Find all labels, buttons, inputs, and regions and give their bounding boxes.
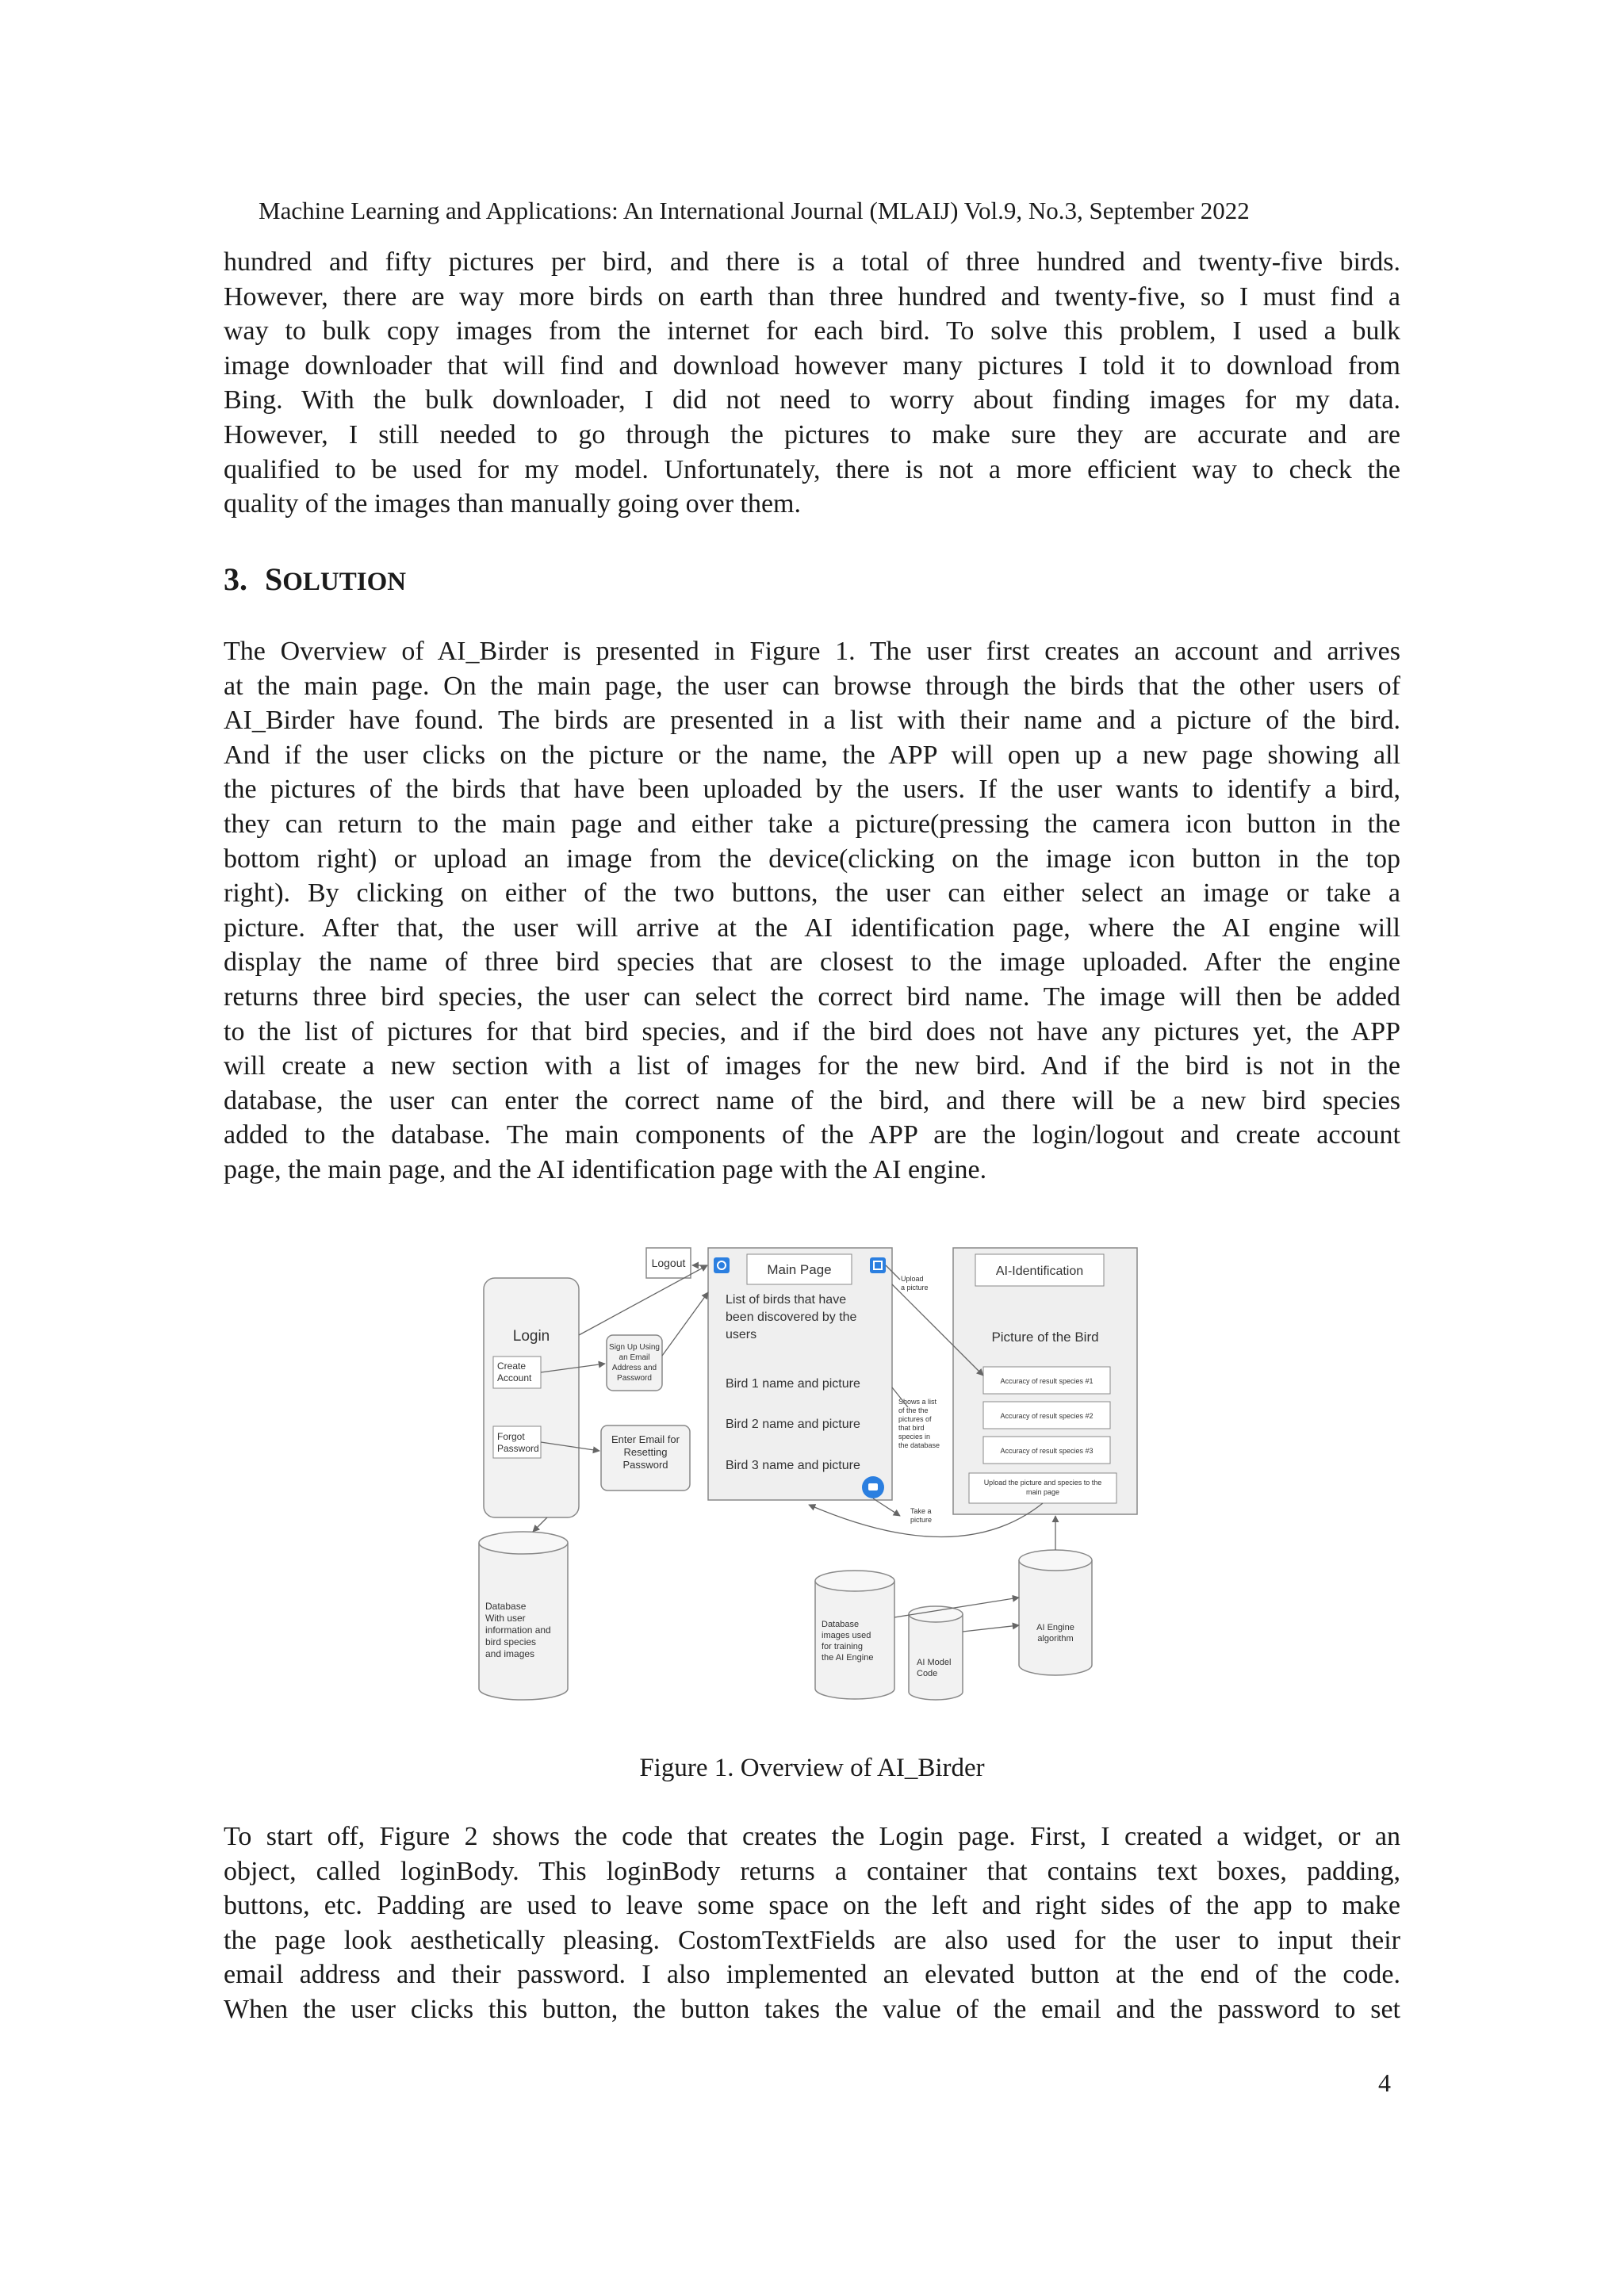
ai-model-label: Code — [917, 1669, 938, 1678]
text-line: way to bulk copy images from the internet for each bird. To solve this problem, I used a bulk — [224, 316, 1400, 346]
training-database-label: Database — [822, 1620, 860, 1629]
signup-label: an Email — [619, 1353, 650, 1362]
text-line: qualified to be used for my model. Unfortunately, there is not a more efficient way to check the — [224, 454, 1400, 484]
ai-engine-label: AI Engine — [1036, 1623, 1074, 1632]
text-line: The Overview of AI_Birder is presented in Figure 1. The user first creates an account and arrives — [224, 637, 1400, 666]
training-database-label: for training — [822, 1642, 863, 1651]
text-line: at the main page. On the main page, the user can browse through the birds that the other users of — [224, 671, 1400, 701]
reset-label: Resetting — [623, 1446, 668, 1458]
logout-label: Logout — [651, 1257, 686, 1269]
bird-list-text: been discovered by the — [726, 1311, 857, 1324]
training-database-label: images used — [822, 1631, 871, 1640]
running-header: Machine Learning and Applications: An International Journal (MLAIJ) Vol.9, No.3, September 2022 — [259, 197, 1250, 224]
user-database-label: Database — [485, 1601, 527, 1612]
text-line: And if the user clicks on the picture or the name, the APP will open up a new page showing all — [224, 740, 1400, 770]
bird-item-3: Bird 3 name and picture — [726, 1459, 860, 1472]
text-line: image downloader that will find and download however many pictures I told it to download from — [224, 350, 1400, 381]
text-line: to the list of pictures for that bird species, and if the bird does not have any pictures yet, the APP — [224, 1016, 1400, 1047]
main-page-title: Main Page — [767, 1262, 832, 1277]
text-line: bottom right) or upload an image from the device(clicking on the image icon button in the top — [224, 844, 1400, 874]
forgot-password-label: Forgot — [497, 1431, 525, 1442]
shows-list-note: species in — [898, 1433, 931, 1441]
diagram-svg — [468, 1237, 1150, 1712]
text-line: will create a new section with a list of images for the new bird. And if the bird is not in the — [224, 1051, 1400, 1081]
text-line: hundred and fifty pictures per bird, and there is a total of three hundred and twenty-five birds. — [224, 247, 1400, 277]
login-label: Login — [512, 1328, 550, 1345]
text-line: the page look aesthetically pleasing. CostomTextFields are also used for the user to input their — [224, 1925, 1400, 1955]
ai-model-label: AI Model — [917, 1658, 952, 1667]
ai-engine-cylinder — [1019, 1550, 1092, 1675]
section-heading-solution — [224, 561, 406, 601]
training-database-label: the AI Engine — [822, 1653, 874, 1663]
camera-icon-inner — [868, 1483, 878, 1490]
text-line: However, there are way more birds on earth than three hundred and twenty-five, so I must find a — [224, 281, 1400, 312]
user-database-label: With user — [485, 1613, 526, 1624]
shows-list-note: that bird — [898, 1424, 925, 1432]
take-picture-note: Take a — [910, 1507, 932, 1515]
create-account-label: Create — [497, 1360, 527, 1372]
signup-label: Password — [617, 1374, 652, 1383]
text-line: they can return to the main page and either take a picture(pressing the camera icon button in the — [224, 809, 1400, 839]
text-line: returns three bird species, the user can select the correct bird name. The image will then be added — [224, 982, 1400, 1012]
figure-overview-diagram — [468, 1237, 1150, 1712]
text-line: AI_Birder have found. The birds are presented in a list with their name and a picture of the bird. — [224, 706, 1400, 736]
upload-species-label: Upload the picture and species to the — [983, 1479, 1102, 1487]
create-account-label: Account — [497, 1372, 532, 1383]
bird-list-text: users — [726, 1328, 757, 1341]
section-number: 3. — [224, 561, 247, 597]
accuracy-label-1: Accuracy of result species #1 — [1000, 1377, 1094, 1385]
accuracy-label-3: Accuracy of result species #3 — [1000, 1447, 1094, 1455]
bird-list-text: List of birds that have — [726, 1293, 847, 1307]
shows-list-note: of the the — [898, 1406, 929, 1414]
ai-identification-title: AI-Identification — [995, 1265, 1084, 1278]
text-line: the pictures of the birds that have been uploaded by the users. If the user wants to identify a bird, — [224, 775, 1400, 805]
ai-model-code-cylinder — [909, 1606, 963, 1700]
bird-item-1: Bird 1 name and picture — [726, 1377, 860, 1391]
text-line: picture. After that, the user will arrive at the AI identification page, where the AI engine will — [224, 913, 1400, 943]
signup-label: Address and — [611, 1364, 657, 1372]
upload-note: Upload — [901, 1275, 924, 1283]
login-panel — [484, 1278, 579, 1517]
shows-list-note: pictures of — [898, 1415, 932, 1423]
figure-caption: Figure 1. Overview of AI_Birder — [639, 1754, 985, 1782]
ai-engine-label: algorithm — [1037, 1634, 1074, 1644]
shows-list-note: Shows a list — [898, 1398, 937, 1406]
paragraph-login-code — [224, 1820, 1400, 2027]
upload-species-label: main page — [1025, 1488, 1060, 1496]
signup-label: Sign Up Using — [609, 1343, 660, 1352]
page-number: 4 — [1378, 2068, 1391, 2097]
reset-label: Password — [622, 1459, 668, 1471]
text-line: When the user clicks this button, the button takes the value of the email and the password to set — [224, 1994, 1400, 2024]
text-line: page, the main page, and the AI identification page with the AI engine. — [224, 1154, 987, 1184]
text-line: To start off, Figure 2 shows the code that creates the Login page. First, I created a widget, or an — [224, 1822, 1400, 1851]
text-line: added to the database. The main components of the APP are the login/logout and create account — [224, 1120, 1400, 1150]
user-database-label: bird species — [485, 1636, 537, 1647]
text-line: Bing. With the bulk downloader, I did not need to worry about finding images for my data. — [224, 385, 1400, 415]
text-line: However, I still needed to go through the pictures to make sure they are accurate and are — [224, 419, 1400, 450]
text-line: right). By clicking on either of the two buttons, the user can either select an image or take a — [224, 878, 1400, 909]
paragraph-data-collection — [224, 245, 1400, 522]
forgot-password-label: Password — [497, 1443, 539, 1454]
section-title-initial: S — [265, 561, 283, 597]
picture-of-bird-label: Picture of the Bird — [991, 1330, 1099, 1345]
settings-icon — [714, 1257, 730, 1273]
text-line: object, called loginBody. This loginBody returns a container that contains text boxes, padding, — [224, 1856, 1400, 1886]
image-upload-icon — [870, 1257, 886, 1273]
text-line: display the name of three bird species that are closest to the image uploaded. After the engine — [224, 947, 1400, 978]
text-line: email address and their password. I also implemented an elevated button at the end of the code. — [224, 1960, 1400, 1990]
text-line: quality of the images than manually going over them. — [224, 489, 801, 519]
bird-item-2: Bird 2 name and picture — [726, 1418, 860, 1431]
upload-note: a picture — [901, 1284, 929, 1292]
section-title-rest: OLUTION — [282, 568, 407, 596]
user-database-label: information and — [485, 1624, 551, 1636]
reset-label: Enter Email for — [611, 1433, 680, 1445]
shows-list-note: the database — [898, 1441, 940, 1449]
user-database-label: and images — [485, 1648, 535, 1659]
paragraph-overview — [224, 634, 1400, 1188]
take-picture-note: picture — [910, 1516, 933, 1524]
text-line: database, the user can enter the correct name of the bird, and there will be a new bird species — [224, 1085, 1400, 1115]
accuracy-label-2: Accuracy of result species #2 — [1000, 1412, 1094, 1420]
text-line: buttons, etc. Padding are used to leave some space on the left and right sides of the app to make — [224, 1891, 1400, 1921]
